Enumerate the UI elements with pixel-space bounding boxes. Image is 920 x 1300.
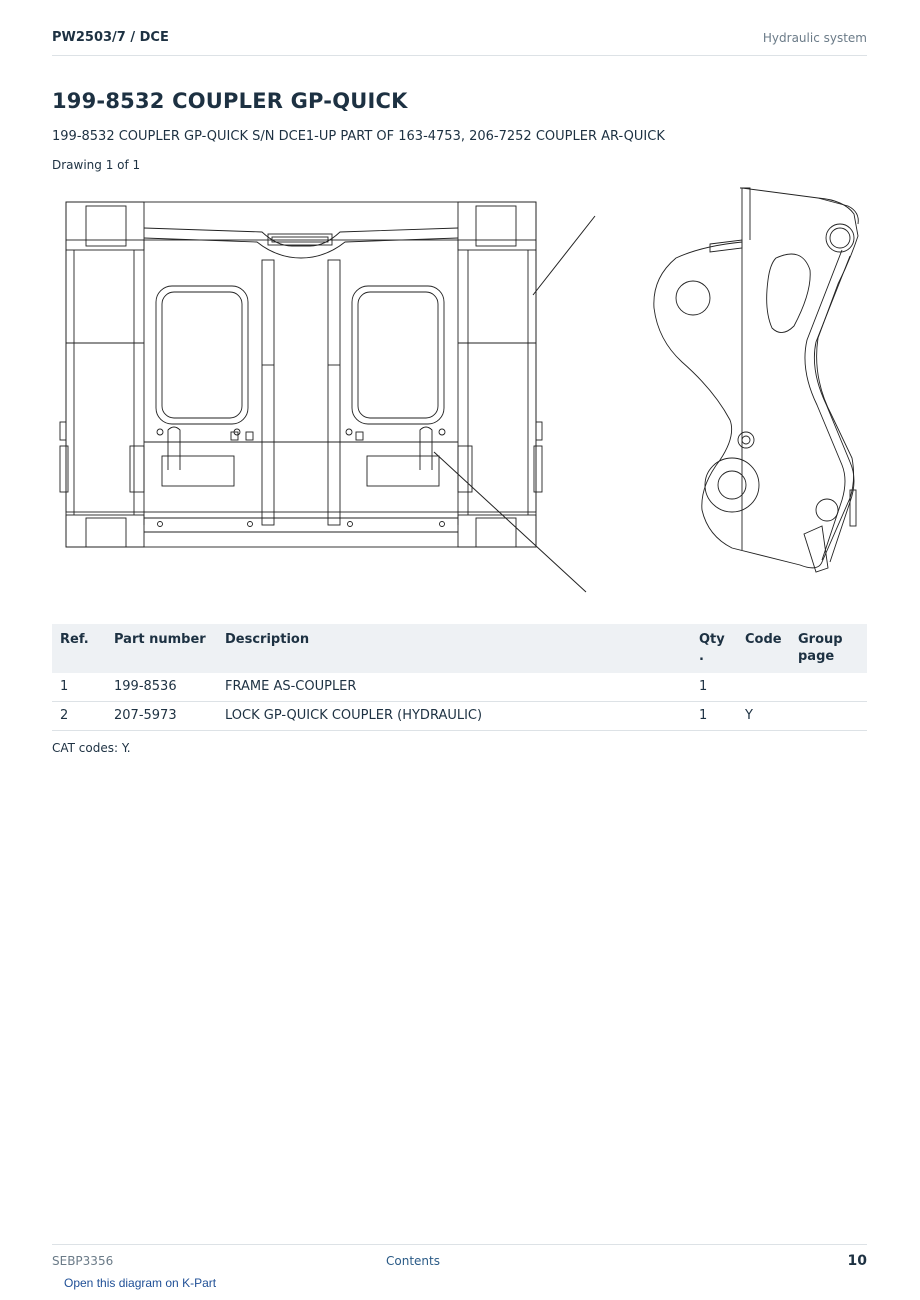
cat-codes-note: CAT codes: Y. [52, 741, 131, 755]
page-footer [52, 1244, 867, 1273]
part-number-cell: 207-5973 [106, 702, 217, 731]
page-header [52, 28, 867, 56]
contents-link[interactable]: Contents [386, 1254, 440, 1268]
col-description: Description [217, 624, 691, 673]
code-cell: Y [737, 702, 790, 731]
code-cell [737, 673, 790, 702]
table-row [52, 702, 867, 731]
qty-cell: 1 [691, 702, 737, 731]
table-row [52, 673, 867, 702]
description-cell: FRAME AS-COUPLER [217, 673, 691, 702]
col-qty: Qty . [691, 624, 737, 673]
open-kpart-link[interactable]: Open this diagram on K-Part [64, 1276, 217, 1290]
parts-diagram [52, 180, 867, 600]
qty-cell: 1 [691, 673, 737, 702]
document-number: SEBP3356 [52, 1254, 114, 1268]
parts-table [52, 624, 867, 731]
col-group-page: Group page [790, 624, 867, 673]
group-page-cell [790, 702, 867, 731]
group-page-cell [790, 673, 867, 702]
table-header-row [52, 624, 867, 673]
model-label: PW2503/7 / DCE [52, 30, 169, 45]
side-view-drawing [654, 188, 858, 572]
page-subtitle: 199-8532 COUPLER GP-QUICK S/N DCE1-UP PART OF 163-4753, 206-7252 COUPLER AR-QUICK [52, 129, 665, 144]
section-label: Hydraulic system [762, 31, 867, 45]
drawing-count: Drawing 1 of 1 [52, 158, 141, 172]
ref-cell: 1 [52, 673, 106, 702]
description-cell: LOCK GP-QUICK COUPLER (HYDRAULIC) [217, 702, 691, 731]
col-code: Code [737, 624, 790, 673]
page-number: 10 [847, 1253, 867, 1269]
col-ref: Ref. [52, 624, 106, 673]
front-view-drawing [60, 202, 595, 592]
part-number-cell: 199-8536 [106, 673, 217, 702]
page-title: 199-8532 COUPLER GP-QUICK [52, 89, 408, 113]
ref-cell: 2 [52, 702, 106, 731]
col-part-number: Part number [106, 624, 217, 673]
